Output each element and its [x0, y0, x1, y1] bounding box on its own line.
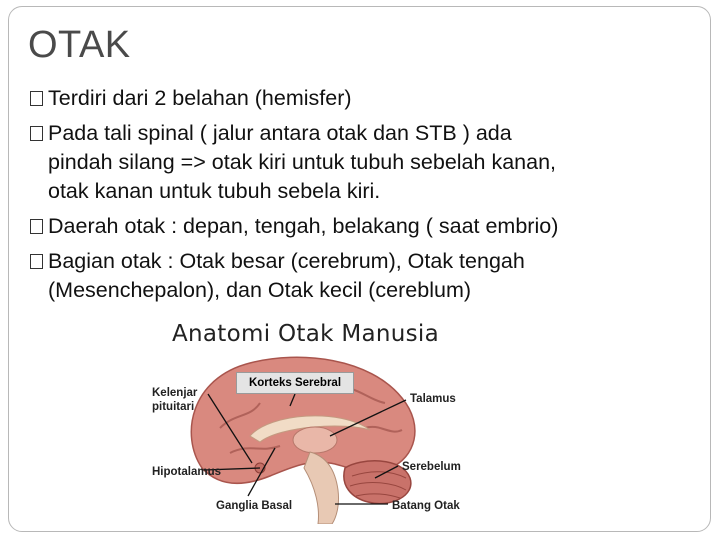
label-serebelum: Serebelum: [402, 461, 461, 473]
bullet-item: [28, 247, 688, 305]
bullet-item: [28, 212, 688, 241]
bullet-text: pindah silang => otak kiri untuk tubuh sebelah kanan,: [48, 150, 557, 174]
bullet-text: Terdiri dari 2 belahan (hemisfer): [48, 86, 352, 110]
bullet-text: Daerah otak : depan, tengah, belakang ( saat embrio): [48, 214, 559, 238]
bullet-item: [28, 119, 688, 206]
bullet-text: Bagian otak : Otak besar (cerebrum), Otak tengah: [48, 249, 525, 273]
bullet-text: Pada tali spinal ( jalur antara otak dan STB ) ada: [48, 121, 512, 145]
brain-anatomy-figure: [140, 318, 475, 524]
figure-title: Anatomi Otak Manusia: [172, 321, 440, 347]
bullet-box-icon: [30, 126, 43, 141]
label-talamus: Talamus: [410, 393, 456, 405]
label-batang-otak: Batang Otak: [392, 500, 460, 512]
label-ganglia-basal: Ganglia Basal: [216, 500, 293, 512]
label-line: Kelenjar: [152, 387, 198, 399]
bullet-list: [28, 84, 688, 311]
bullet-text: otak kanan untuk tubuh sebela kiri.: [48, 179, 381, 203]
brain-illustration: [140, 318, 475, 524]
label-korteks-serebral: Korteks Serebral: [236, 372, 354, 394]
thalamus-shape: [293, 427, 337, 453]
bullet-box-icon: [30, 219, 43, 234]
label-hipotalamus: Hipotalamus: [152, 466, 222, 478]
slide-title: OTAK: [28, 24, 131, 66]
label-kelenjar-pituitari: [152, 386, 197, 414]
bullet-item: [28, 84, 688, 113]
bullet-box-icon: [30, 254, 43, 269]
label-line: pituitari: [152, 401, 195, 413]
bullet-box-icon: [30, 91, 43, 106]
bullet-text: (Mesenchepalon), dan Otak kecil (cereblum): [48, 278, 472, 302]
